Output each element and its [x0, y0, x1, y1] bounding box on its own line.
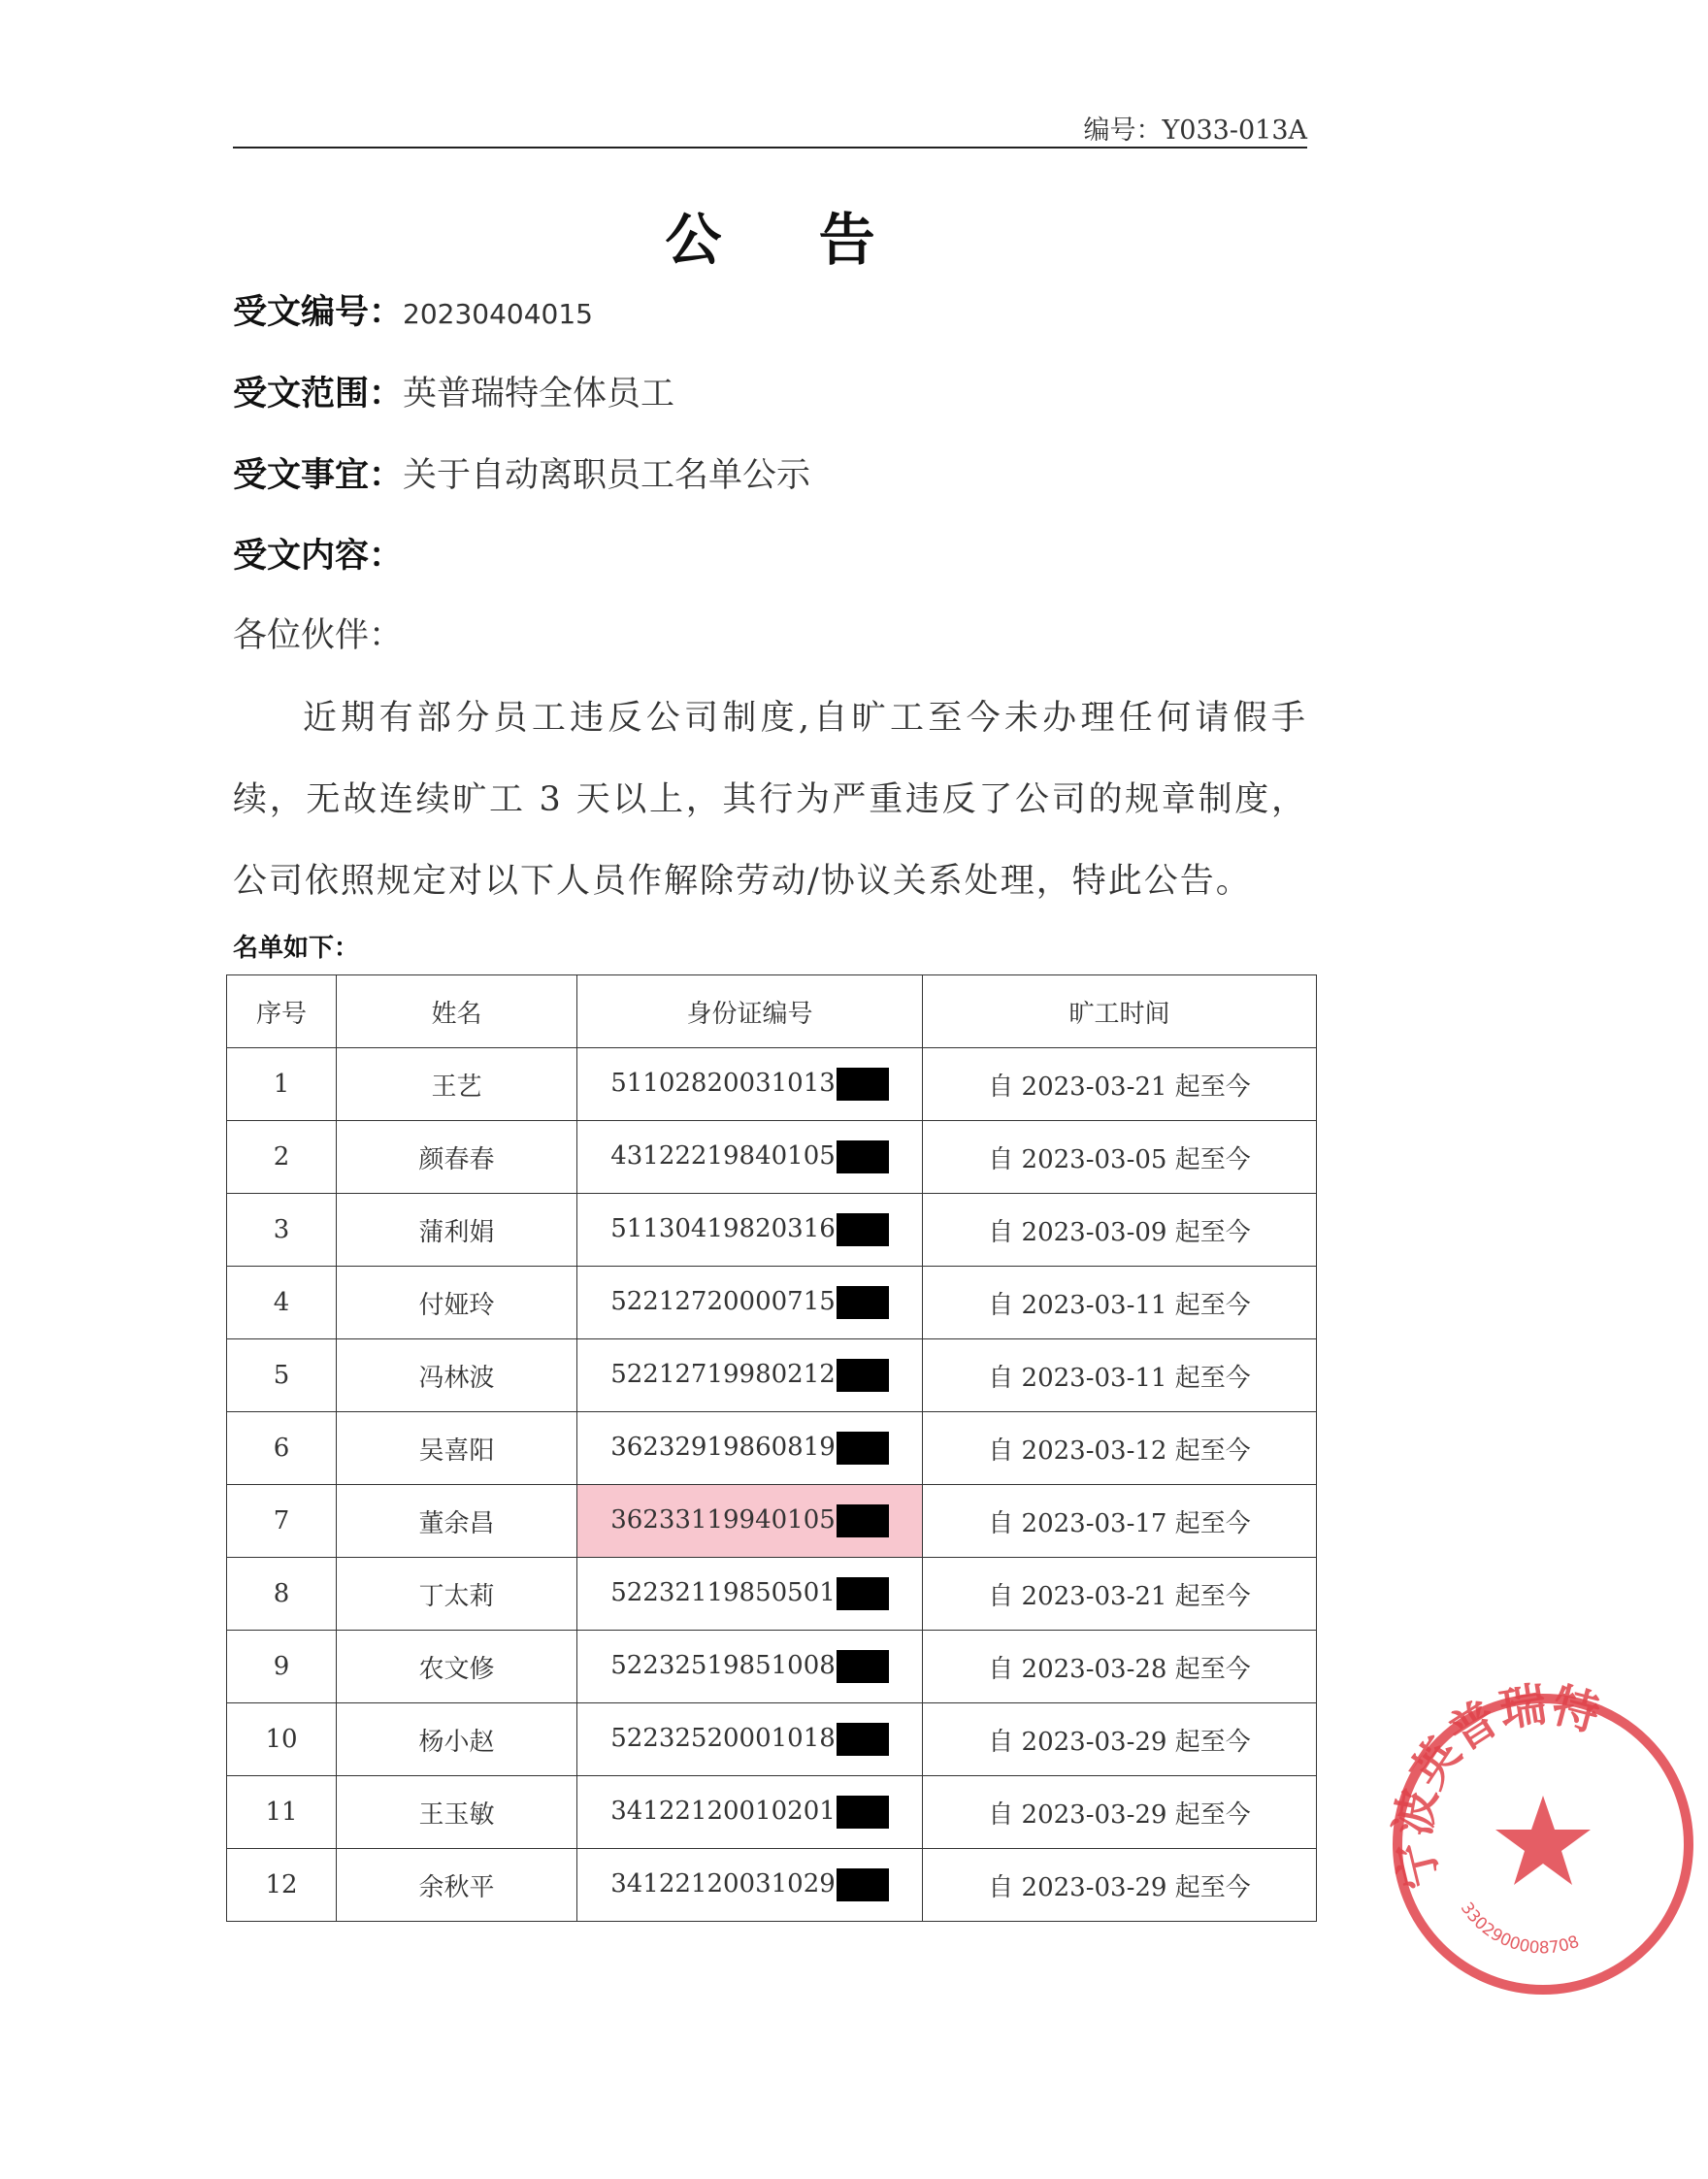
row-id: 52232119850501	[610, 1578, 836, 1607]
redaction-block	[837, 1213, 889, 1246]
row-id: 52232519851008	[610, 1651, 836, 1680]
row-time: 自 2023-03-11 起至今	[923, 1339, 1317, 1412]
table-row	[227, 1776, 1317, 1849]
row-time: 自 2023-03-05 起至今	[923, 1121, 1317, 1194]
row-name: 蒲利娟	[337, 1194, 577, 1267]
redaction-block	[837, 1868, 889, 1901]
row-id: 43122219840105	[610, 1141, 836, 1171]
row-id-cell	[577, 1048, 923, 1121]
row-id: 36233119940105	[610, 1505, 836, 1535]
redaction-block	[837, 1359, 889, 1392]
table-row	[227, 1048, 1317, 1121]
header-no: 序号	[227, 975, 337, 1048]
redaction-block	[837, 1723, 889, 1756]
row-name: 杨小赵	[337, 1703, 577, 1776]
notice-body: 近期有部分员工违反公司制度,自旷工至今未办理任何请假手续，无故连续旷工 3 天以上，其行为严重违反了公司的规章制度，公司依照规定对以下人员作解除劳动/协议关系处理，特此公告。	[233, 699, 1307, 901]
row-no: 1	[227, 1048, 337, 1121]
row-time: 自 2023-03-12 起至今	[923, 1412, 1317, 1485]
seal-text: 宁波英普瑞特	[1385, 1679, 1605, 1895]
row-name: 颜春春	[337, 1121, 577, 1194]
field-label: 受文内容：	[233, 537, 404, 576]
row-id-cell	[577, 1267, 923, 1339]
row-id-cell	[577, 1194, 923, 1267]
row-no: 7	[227, 1485, 337, 1558]
row-no: 11	[227, 1776, 337, 1849]
field-label: 受文范围：	[233, 375, 404, 413]
row-name: 付娅玲	[337, 1267, 577, 1339]
row-no: 12	[227, 1849, 337, 1922]
field-value: 关于自动离职员工名单公示	[403, 456, 811, 495]
row-id-cell	[577, 1776, 923, 1849]
redaction-block	[837, 1504, 889, 1537]
table-row	[227, 1703, 1317, 1776]
field-label: 受文编号：	[233, 293, 404, 332]
row-id: 34122120010201	[610, 1797, 836, 1826]
seal-star-icon	[1495, 1796, 1591, 1885]
table-header-row	[227, 975, 1317, 1048]
row-id: 34122120031029	[610, 1869, 836, 1898]
redaction-block	[837, 1796, 889, 1829]
row-time: 自 2023-03-11 起至今	[923, 1267, 1317, 1339]
row-id: 51102820031013	[610, 1069, 836, 1098]
row-no: 2	[227, 1121, 337, 1194]
row-time: 自 2023-03-29 起至今	[923, 1776, 1317, 1849]
redaction-block	[837, 1068, 889, 1101]
row-no: 5	[227, 1339, 337, 1412]
field-subject	[233, 448, 810, 497]
redaction-block	[837, 1432, 889, 1465]
row-name: 王艺	[337, 1048, 577, 1121]
table-row	[227, 1849, 1317, 1922]
row-id-cell	[577, 1339, 923, 1412]
row-id-cell	[577, 1412, 923, 1485]
header-id: 身份证编号	[577, 975, 923, 1048]
row-id-cell	[577, 1558, 923, 1631]
row-name: 余秋平	[337, 1849, 577, 1922]
notice-title: 公 告	[665, 207, 914, 273]
table-row	[227, 1631, 1317, 1703]
roster-table	[226, 974, 1317, 1922]
table-row	[227, 1194, 1317, 1267]
row-name: 吴喜阳	[337, 1412, 577, 1485]
row-time: 自 2023-03-28 起至今	[923, 1631, 1317, 1703]
row-id-cell	[577, 1703, 923, 1776]
row-name: 董余昌	[337, 1485, 577, 1558]
field-value: 20230404015	[403, 298, 593, 330]
row-name: 农文修	[337, 1631, 577, 1703]
company-seal	[1378, 1679, 1708, 2009]
row-id: 51130419820316	[610, 1214, 836, 1243]
row-time: 自 2023-03-29 起至今	[923, 1703, 1317, 1776]
table-row	[227, 1121, 1317, 1194]
header-rule	[233, 147, 1307, 149]
row-time: 自 2023-03-29 起至今	[923, 1849, 1317, 1922]
row-id-cell	[577, 1849, 923, 1922]
row-name: 冯林波	[337, 1339, 577, 1412]
row-no: 8	[227, 1558, 337, 1631]
field-content	[233, 529, 403, 578]
row-time: 自 2023-03-21 起至今	[923, 1048, 1317, 1121]
table-row	[227, 1485, 1317, 1558]
field-doc-number	[233, 285, 593, 334]
field-scope	[233, 367, 674, 415]
redaction-block	[837, 1577, 889, 1610]
list-title: 名单如下：	[233, 934, 360, 963]
row-id-cell	[577, 1121, 923, 1194]
row-time: 自 2023-03-09 起至今	[923, 1194, 1317, 1267]
redaction-block	[837, 1286, 889, 1319]
redaction-block	[837, 1650, 889, 1683]
field-value: 英普瑞特全体员工	[403, 375, 675, 413]
greeting: 各位伙伴：	[233, 616, 404, 655]
header-name: 姓名	[337, 975, 577, 1048]
row-no: 10	[227, 1703, 337, 1776]
row-time: 自 2023-03-21 起至今	[923, 1558, 1317, 1631]
table-row	[227, 1558, 1317, 1631]
field-label: 受文事宜：	[233, 456, 404, 495]
redaction-block	[837, 1140, 889, 1173]
table-row	[227, 1339, 1317, 1412]
row-name: 丁太莉	[337, 1558, 577, 1631]
table-row	[227, 1267, 1317, 1339]
row-name: 王玉敏	[337, 1776, 577, 1849]
row-id: 52232520001018	[610, 1724, 836, 1753]
row-no: 3	[227, 1194, 337, 1267]
row-no: 4	[227, 1267, 337, 1339]
row-id-cell-highlighted	[577, 1485, 923, 1558]
document-number: 编号：Y033-013A	[1083, 116, 1307, 146]
row-id: 52212719980212	[610, 1360, 836, 1389]
row-no: 9	[227, 1631, 337, 1703]
header-time: 旷工时间	[923, 975, 1317, 1048]
row-id: 36232919860819	[610, 1433, 836, 1462]
row-no: 6	[227, 1412, 337, 1485]
row-id-cell	[577, 1631, 923, 1703]
row-id: 52212720000715	[610, 1287, 836, 1316]
row-time: 自 2023-03-17 起至今	[923, 1485, 1317, 1558]
table-row	[227, 1412, 1317, 1485]
seal-number: 3302900008708	[1456, 1898, 1583, 1959]
